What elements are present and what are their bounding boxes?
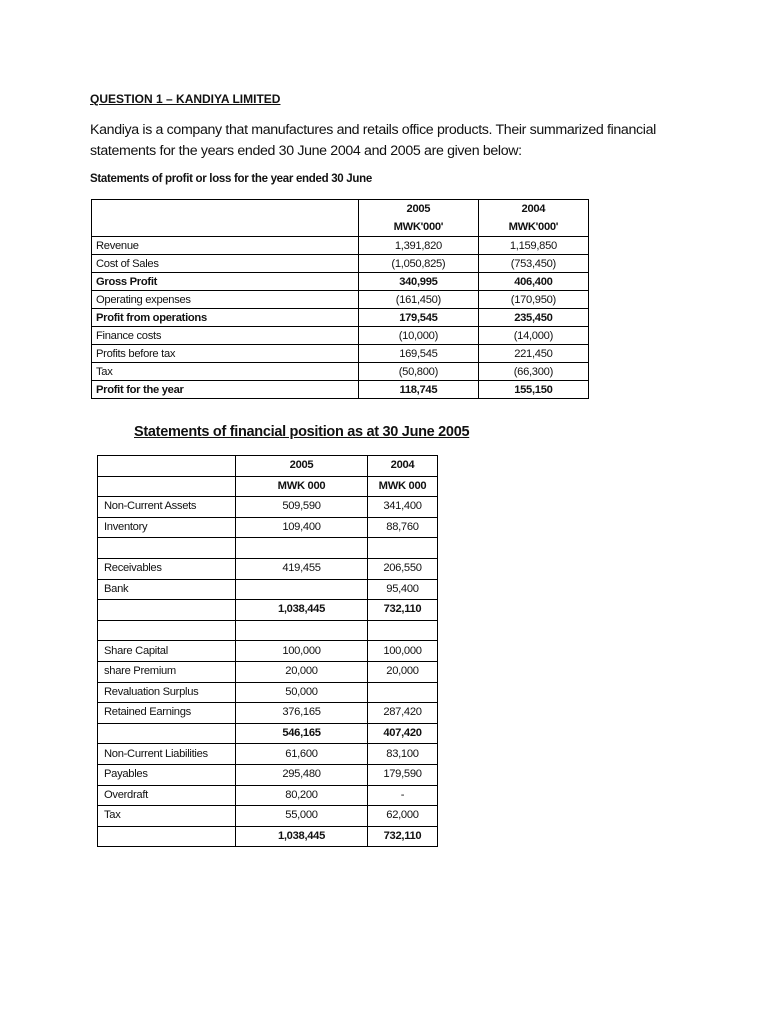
row-label: Finance costs (92, 327, 359, 345)
row-value-2004: (66,300) (478, 363, 588, 381)
row-value-2004: 83,100 (368, 744, 438, 765)
header-blank-cell (92, 218, 359, 237)
row-value-2005: 419,455 (236, 558, 368, 579)
row-value-2004: 206,550 (368, 558, 438, 579)
row-value-2005: 100,000 (236, 641, 368, 662)
row-value-2004: - (368, 785, 438, 806)
row-value-2004: MWK 000 (368, 476, 438, 497)
row-label: Tax (98, 806, 236, 827)
table-row (98, 806, 438, 827)
row-label: Revenue (92, 237, 359, 255)
row-value-2005: 109,400 (236, 517, 368, 538)
row-value-2004: 179,590 (368, 764, 438, 785)
row-value-2005: 1,038,445 (236, 826, 368, 847)
intro-paragraph: Kandiya is a company that manufactures and retails office products. Their summarized financial statements for the years ended 30 June 2004 and 2005 are given below: (90, 122, 656, 159)
row-value-2004: 88,760 (368, 517, 438, 538)
table-row (98, 723, 438, 744)
question-title: QUESTION 1 – KANDIYA LIMITED (90, 92, 281, 106)
table-row (92, 363, 589, 381)
row-label: Non-Current Liabilities (98, 744, 236, 765)
row-value-2004 (368, 682, 438, 703)
row-value-2004: 235,450 (478, 309, 588, 327)
row-value-2005: 1,391,820 (359, 237, 479, 255)
table-row (92, 345, 589, 363)
row-label: Profit for the year (92, 381, 359, 399)
row-value-2004: (753,450) (478, 255, 588, 273)
row-value-2005: 509,590 (236, 497, 368, 518)
financial-position-table (97, 455, 438, 847)
table-row (98, 682, 438, 703)
row-value-2004: 287,420 (368, 703, 438, 724)
row-label: Inventory (98, 517, 236, 538)
row-value-2005: 340,995 (359, 273, 479, 291)
table-row (92, 255, 589, 273)
table-row (92, 309, 589, 327)
row-value-2005 (236, 538, 368, 559)
row-value-2005: 376,165 (236, 703, 368, 724)
row-label: Non-Current Assets (98, 497, 236, 518)
col-2005-unit: MWK'000' (359, 218, 479, 237)
row-value-2004: 406,400 (478, 273, 588, 291)
row-value-2005: 169,545 (359, 345, 479, 363)
row-value-2004: 155,150 (478, 381, 588, 399)
table-row (98, 785, 438, 806)
row-value-2005: 295,480 (236, 764, 368, 785)
table-row (98, 744, 438, 765)
row-label: Tax (92, 363, 359, 381)
row-value-2005 (236, 579, 368, 600)
table-row (98, 826, 438, 847)
table-row (92, 273, 589, 291)
table-header-row (92, 200, 589, 219)
header-blank-cell (92, 200, 359, 219)
row-value-2005: (161,450) (359, 291, 479, 309)
row-label: Bank (98, 579, 236, 600)
row-value-2005: 1,038,445 (236, 600, 368, 621)
row-label: Overdraft (98, 785, 236, 806)
row-value-2004: 95,400 (368, 579, 438, 600)
row-label: Profits before tax (92, 345, 359, 363)
row-value-2005: MWK 000 (236, 476, 368, 497)
table-row (92, 381, 589, 399)
row-value-2004: 20,000 (368, 661, 438, 682)
row-value-2004: 100,000 (368, 641, 438, 662)
row-value-2005 (236, 620, 368, 641)
table-row (98, 517, 438, 538)
row-label: Revaluation Surplus (98, 682, 236, 703)
row-value-2004: 62,000 (368, 806, 438, 827)
row-value-2004: 341,400 (368, 497, 438, 518)
row-value-2004: 221,450 (478, 345, 588, 363)
row-label (98, 723, 236, 744)
table-row (98, 703, 438, 724)
row-value-2004: (14,000) (478, 327, 588, 345)
table-row (98, 579, 438, 600)
row-value-2005: 2005 (236, 456, 368, 477)
col-2004-year: 2004 (478, 200, 588, 219)
row-label: Retained Earnings (98, 703, 236, 724)
row-value-2005: (1,050,825) (359, 255, 479, 273)
table-row (98, 538, 438, 559)
row-label (98, 620, 236, 641)
row-value-2004: 2004 (368, 456, 438, 477)
col-2005-year: 2005 (359, 200, 479, 219)
row-label (98, 600, 236, 621)
row-value-2005: 179,545 (359, 309, 479, 327)
row-label: Profit from operations (92, 309, 359, 327)
row-label: Share Capital (98, 641, 236, 662)
row-value-2004: 407,420 (368, 723, 438, 744)
table-row (98, 620, 438, 641)
table-row (98, 497, 438, 518)
row-label: Cost of Sales (92, 255, 359, 273)
row-label (98, 476, 236, 497)
table-row (98, 456, 438, 477)
row-value-2005: 546,165 (236, 723, 368, 744)
table-row (98, 764, 438, 785)
table-row (92, 327, 589, 345)
row-label: Receivables (98, 558, 236, 579)
row-value-2005: 61,600 (236, 744, 368, 765)
row-value-2005: 55,000 (236, 806, 368, 827)
row-value-2004: 1,159,850 (478, 237, 588, 255)
row-label: Gross Profit (92, 273, 359, 291)
row-value-2004: (170,950) (478, 291, 588, 309)
row-value-2004 (368, 620, 438, 641)
profit-loss-table (91, 199, 589, 399)
table-row (92, 237, 589, 255)
row-label: Payables (98, 764, 236, 785)
row-value-2005: 80,200 (236, 785, 368, 806)
row-value-2005: (50,800) (359, 363, 479, 381)
col-2004-unit: MWK'000' (478, 218, 588, 237)
row-label (98, 456, 236, 477)
financial-position-heading: Statements of financial position as at 30 June 2005 (134, 424, 470, 440)
table-header-row (92, 218, 589, 237)
row-value-2005: (10,000) (359, 327, 479, 345)
row-value-2004 (368, 538, 438, 559)
row-label: share Premium (98, 661, 236, 682)
row-value-2005: 50,000 (236, 682, 368, 703)
row-value-2004: 732,110 (368, 600, 438, 621)
table-row (98, 641, 438, 662)
row-label (98, 538, 236, 559)
table-row (98, 558, 438, 579)
table-row (98, 661, 438, 682)
row-label (98, 826, 236, 847)
profit-loss-heading: Statements of profit or loss for the year ended 30 June (90, 173, 372, 185)
table-row (92, 291, 589, 309)
table-row (98, 600, 438, 621)
row-value-2004: 732,110 (368, 826, 438, 847)
row-label: Operating expenses (92, 291, 359, 309)
row-value-2005: 20,000 (236, 661, 368, 682)
row-value-2005: 118,745 (359, 381, 479, 399)
table-row (98, 476, 438, 497)
